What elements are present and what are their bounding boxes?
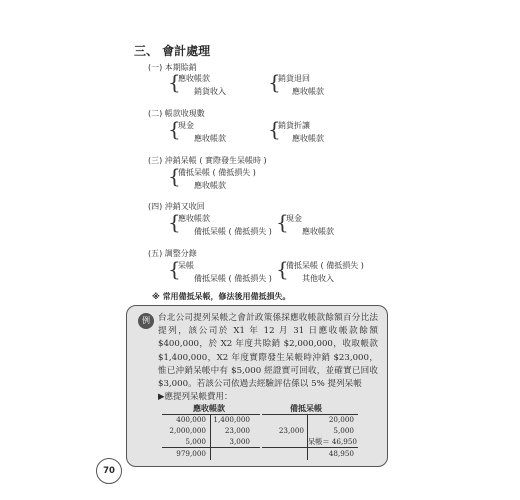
item-1-right-credit: 應收帳款 [292, 87, 324, 96]
item-1-right-debit: 銷貨退回 [278, 74, 310, 83]
note: ※ 常用備抵呆帳，修法後用備抵損失。 [152, 292, 291, 301]
allowance-credit-2: 5,000 [333, 426, 354, 435]
item-2-left-debit: 現金 [178, 121, 194, 130]
item-4-heading: (四) 沖銷又收回 [148, 202, 205, 211]
ar-credit-2: 23,000 [224, 426, 250, 435]
ar-debit-2: 2,000,000 [169, 426, 206, 435]
ar-balance: 979,000 [176, 449, 206, 458]
item-2-left-credit: 應收帳款 [194, 134, 226, 143]
item-2-left-brace: { [168, 117, 181, 141]
item-5-left-credit: 備抵呆帳 ( 備抵損失 ) [194, 274, 272, 283]
item-1-right-brace: { [268, 70, 281, 94]
item-2-heading: (二) 帳款收現數 [148, 109, 205, 118]
allowance-balance: 48,950 [328, 449, 354, 458]
t-account-allowance-title: 備抵呆帳 [290, 403, 322, 413]
item-5-left-debit: 呆帳 [178, 261, 194, 270]
section-title: 三、 會計處理 [134, 44, 211, 58]
ar-credit-1: 1,400,000 [213, 415, 250, 424]
item-4-left-credit: 備抵呆帳 ( 備抵損失 ) [194, 227, 272, 236]
t-account-allowance-total-rule [262, 447, 358, 448]
item-4-left-brace: { [168, 210, 181, 234]
item-5-right-debit: 備抵呆帳 ( 備抵損失 ) [286, 261, 364, 270]
item-1-heading: (一) 本期賒銷 [148, 63, 197, 72]
page-number: 70 [96, 458, 122, 484]
allowance-debit-1: 23,000 [278, 426, 304, 435]
ar-debit-1: 400,000 [176, 415, 206, 424]
item-3-left-credit: 應收帳款 [194, 181, 226, 190]
item-2-right-credit: 應收帳款 [292, 134, 324, 143]
item-2-right-brace: { [268, 117, 281, 141]
item-1-left-brace: { [168, 70, 181, 94]
item-3-left-debit: 備抵呆帳 ( 備抵損失 ) [178, 168, 256, 177]
allowance-credit-1: 20,000 [328, 415, 354, 424]
ar-credit-3: 3,000 [229, 437, 250, 446]
item-4-right-brace: { [276, 210, 289, 234]
example-text: 台北公司提列呆帳之會計政策係採應收帳款餘額百分比法提列，該公司於 X1 年 12 月 31 日應收帳款餘額 $400,000，於 X2 年度共賒銷 $2,000,000，收取帳款 $1,400,000，X2 年度實際發生呆帳時沖銷 $23,000，惟已沖銷呆帳中有 $5,000 經證實可回收，並確實已回收 $3,000。若該公司依過去經驗評估係以 5% 提列呆帳 [158, 313, 378, 390]
calc-label: ▶應提列呆帳費用： [158, 392, 233, 402]
item-1-left-debit: 應收帳款 [178, 74, 210, 83]
t-account-ar-vertical-rule [210, 414, 211, 460]
item-3-heading: (三) 沖銷呆帳 ( 實際發生呆帳時 ) [148, 156, 267, 165]
item-3-left-brace: { [168, 164, 181, 188]
item-5-heading: (五) 調整分錄 [148, 249, 197, 258]
example-badge: 例 [138, 313, 154, 329]
item-5-left-brace: { [168, 257, 181, 281]
item-4-right-credit: 應收帳款 [302, 227, 334, 236]
t-account-ar-total-rule [162, 447, 260, 448]
t-account-ar-title: 應收帳款 [193, 403, 225, 413]
item-5-right-brace: { [276, 257, 289, 281]
item-5-right-credit: 其他收入 [302, 274, 334, 283]
allowance-credit-3: 呆帳＝ 46,950 [308, 437, 357, 446]
item-4-left-debit: 應收帳款 [178, 214, 210, 223]
item-1-left-credit: 銷貨收入 [194, 87, 226, 96]
item-4-right-debit: 現金 [286, 214, 302, 223]
item-2-right-debit: 銷貨折讓 [278, 121, 310, 130]
ar-debit-3: 5,000 [185, 437, 206, 446]
